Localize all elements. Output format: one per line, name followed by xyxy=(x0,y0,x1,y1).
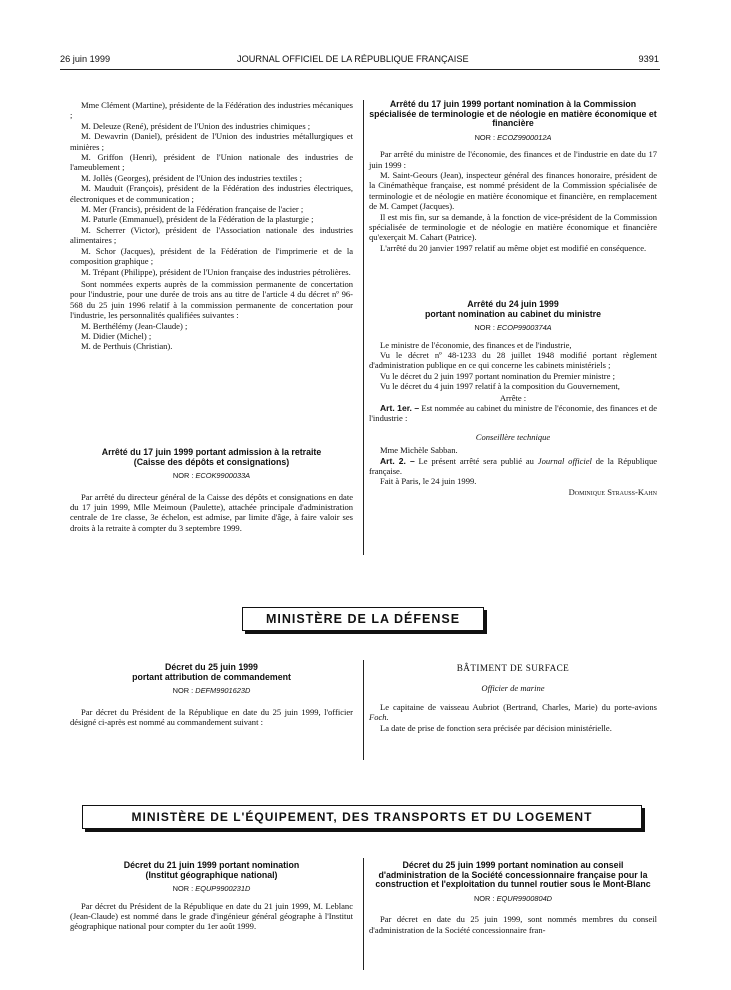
nor-label: NOR : xyxy=(474,323,495,333)
arrete-retraite-nor xyxy=(70,471,353,481)
member-item: M. Mer (Francis), président de la Fédération française de l'acier ; xyxy=(81,204,304,215)
arrete-cabinet-title-2: portant nomination au cabinet du ministre xyxy=(425,308,601,319)
member-item: M. Schor (Jacques), président de la Fédération de l'imprimerie et de la composition graphique ; xyxy=(70,245,353,267)
arrete-retraite-body: Par arrêté du directeur général de la Caisse des dépôts et consignations en date du 17 juin 1999, Mlle Meimoun (Paulette), attachée principale d'administration centrale de 1re classe, 3e échelon, est admise, par limite d'âge, à faire valoir ses droits à la retraite à compter du 3 septembre 1999. xyxy=(70,491,353,533)
banner-ministere-defense: MINISTÈRE DE LA DÉFENSE xyxy=(242,607,484,631)
defense-appointment xyxy=(369,663,657,733)
header-rule xyxy=(60,69,660,70)
members-list xyxy=(70,100,353,277)
page-header xyxy=(60,54,659,68)
appointment-note: La date de prise de fonction sera précisée par décision ministérielle. xyxy=(380,722,612,733)
arrete-keyword: Arrête : xyxy=(499,392,527,403)
decret-defense-title-2: portant attribution de commandement xyxy=(132,671,291,682)
decret-ign-body: Par décret du Président de la République en date du 21 juin 1999, M. Leblanc (Jean-Claude) est nommé dans le grade d'ingénieur général géographe à l'Institut géographique national pour compter du 1er août 1999. xyxy=(70,900,353,932)
nor-code: EQUP9900231D xyxy=(195,884,251,894)
arrete-commission xyxy=(369,100,657,253)
arrete-cabinet-title-1: Arrêté du 24 juin 1999 xyxy=(467,299,559,309)
journal-officiel-ref: Journal officiel xyxy=(537,455,592,466)
commission-paragraph: L'arrêté du 20 janvier 1997 relatif au même objet est modifié en conséquence. xyxy=(380,242,647,253)
decret-defense-nor xyxy=(70,686,353,696)
banner-ministere-equipement: MINISTÈRE DE L'ÉQUIPEMENT, DES TRANSPORTS ET DU LOGEMENT xyxy=(82,805,642,829)
arrete-retraite xyxy=(70,448,353,533)
decret-defense-title-1: Décret du 25 juin 1999 xyxy=(165,662,258,672)
member-item: M. Jollès (Georges), président de l'Union des industries textiles ; xyxy=(81,172,302,183)
nor-code: DEFM9901623D xyxy=(195,686,251,696)
expert-item: M. Berthélémy (Jean-Claude) ; xyxy=(81,320,188,331)
decret-ign-nor xyxy=(70,884,353,894)
arrete-commission-title: Arrêté du 17 juin 1999 portant nomination à la Commission spécialisée de terminologie et de néologie en matière économique et financière xyxy=(369,99,657,129)
commission-paragraph: Par arrêté du ministre de l'économie, des finances et de l'industrie en date du 17 juin 1999 : xyxy=(369,149,657,170)
nor-code: ECOP9900374A xyxy=(496,323,552,333)
nor-label: NOR : xyxy=(172,686,194,696)
article-2-text-b: de la République française. xyxy=(369,455,658,477)
decret-ign-title-2: (Institut géographique national) xyxy=(145,869,278,880)
column-divider-top xyxy=(363,100,364,555)
nor-code: EQUR9900804D xyxy=(496,893,553,903)
done-at: Fait à Paris, le 24 juin 1999. xyxy=(380,476,477,487)
appointment-text xyxy=(369,702,657,723)
experts-intro: Sont nommées experts auprès de la commission permanente de concertation pour l'industrie, pour une durée de trois ans au titre de l'article 4 du décret nº 96-568 du 25 juin 1996 relatif à la commission permanente de concertation pour l'industrie, les personnalités qualifiées suivantes : xyxy=(70,278,353,321)
member-item: M. Paturle (Emmanuel), président de la Fédération de la plasturgie ; xyxy=(81,214,314,225)
nor-label: NOR : xyxy=(473,893,495,903)
arrete-commission-body xyxy=(369,149,657,253)
expert-item: M. de Perthuis (Christian). xyxy=(81,341,173,352)
article-1-text: Est nommée au cabinet du ministre de l'économie, des finances et de l'industrie : xyxy=(369,403,657,424)
arrete-commission-nor xyxy=(369,133,657,143)
signature: Dominique Strauss-Kahn xyxy=(568,486,657,497)
cabinet-paragraph: Vu le décret nº 48-1233 du 28 juillet 1948 modifié portant règlement d'administration publique en ce qui concerne les cabinets ministériels ; xyxy=(369,350,657,371)
cabinet-paragraph: Le ministre de l'économie, des finances et de l'industrie, xyxy=(380,339,572,350)
appointment-text-a: Le capitaine de vaisseau Aubriot (Bertrand, Charles, Marie) du porte-avions xyxy=(380,701,657,712)
member-item: M. Deleuze (René), président de l'Union des industries chimiques ; xyxy=(81,120,311,131)
header-date: 26 juin 1999 xyxy=(60,54,111,64)
nor-label: NOR : xyxy=(172,884,194,894)
arrete-retraite-title-2: (Caisse des dépôts et consignations) xyxy=(133,456,290,467)
nor-label: NOR : xyxy=(172,471,194,481)
member-item: Mme Clément (Martine), présidente de la Fédération des industries mécaniques ; xyxy=(70,100,353,121)
expert-item: M. Didier (Michel) ; xyxy=(81,330,152,341)
arrete-retraite-title-1: Arrêté du 17 juin 1999 portant admission à la retraite xyxy=(101,447,322,457)
nor-code: ECOZ9900012A xyxy=(497,132,552,142)
decret-defense-body: Par décret du Président de la République en date du 25 juin 1999, l'officier désigné ci-après est nommé au commandement suivant : xyxy=(70,706,353,727)
appointed-person: Mme Michèle Sabban. xyxy=(380,445,458,456)
ship-name: Foch. xyxy=(369,712,389,723)
decret-mont-blanc-title: Décret du 25 juin 1999 portant nomination au conseil d'administration de la Société concessionnaire française pour la construction et l'exploitation du tunnel routier sous le Mont-Blanc xyxy=(375,860,651,890)
member-item: M. Scherrer (Victor), président de l'Association nationale des industries alimentaires ; xyxy=(70,224,353,246)
left-column-top xyxy=(70,100,353,352)
cabinet-paragraph: Vu le décret du 4 juin 1997 relatif à la composition du Gouvernement, xyxy=(380,381,620,392)
article-1 xyxy=(369,403,657,424)
arrete-cabinet-nor xyxy=(369,323,657,333)
article-1-label: Art. 1er. – xyxy=(380,403,420,414)
column-divider-equipement xyxy=(363,858,364,970)
member-item: M. Dewavrin (Daniel), président de l'Union des industries métallurgiques et minières ; xyxy=(70,131,353,152)
column-divider-defense xyxy=(363,660,364,760)
decret-ign-title-1: Décret du 21 juin 1999 portant nomination xyxy=(123,860,300,870)
commission-paragraph: Il est mis fin, sur sa demande, à la fonction de vice-président de la Commission spécialisée de terminologie et de néologie en matière économique et financière qu'exerçait M. Cahart (Patrice). xyxy=(369,211,657,243)
decret-mont-blanc-body: Par décret en date du 25 juin 1999, sont nommés membres du conseil d'administration de la Société concessionnaire fran- xyxy=(369,914,657,935)
member-item: M. Trépant (Philippe), président de l'Union française des industries pétrolières. xyxy=(81,266,351,277)
experts-list xyxy=(70,321,353,352)
decret-mont-blanc-nor xyxy=(369,894,657,904)
header-page-number: 9391 xyxy=(638,54,659,64)
member-item: M. Griffon (Henri), président de l'Union nationale des industries de l'ameublement ; xyxy=(70,152,353,173)
nor-code: ECOK9900033A xyxy=(195,471,251,481)
header-journal-title: JOURNAL OFFICIEL DE LA RÉPUBLIQUE FRANÇAISE xyxy=(237,54,469,64)
decret-defense xyxy=(70,663,353,727)
arrete-cabinet xyxy=(369,300,657,497)
article-2-text-a: Le présent arrêté sera publié au xyxy=(418,455,534,466)
cabinet-paragraph: Vu le décret du 2 juin 1997 portant nomination du Premier ministre ; xyxy=(380,370,615,381)
commission-paragraph: M. Saint-Geours (Jean), inspecteur général des finances honoraire, président de la Cinémathèque française, est nommé président de la Commission spécialisée de terminologie et de néologie en matière économique et financière, en remplacement de M. Campet (Jacques). xyxy=(369,170,657,212)
section-heading: BÂTIMENT DE SURFACE xyxy=(456,663,570,673)
member-item: M. Mauduit (François), président de la Fédération des industries électriques, électroniques et de communication ; xyxy=(70,183,353,204)
nor-label: NOR : xyxy=(474,132,496,142)
subsection-heading: Officier de marine xyxy=(481,683,545,694)
role-heading: Conseillère technique xyxy=(475,431,551,442)
article-2-label: Art. 2. – xyxy=(380,455,415,466)
decret-ign xyxy=(70,861,353,932)
article-2 xyxy=(369,456,657,477)
arrete-cabinet-body xyxy=(369,340,657,392)
decret-mont-blanc xyxy=(369,861,657,935)
